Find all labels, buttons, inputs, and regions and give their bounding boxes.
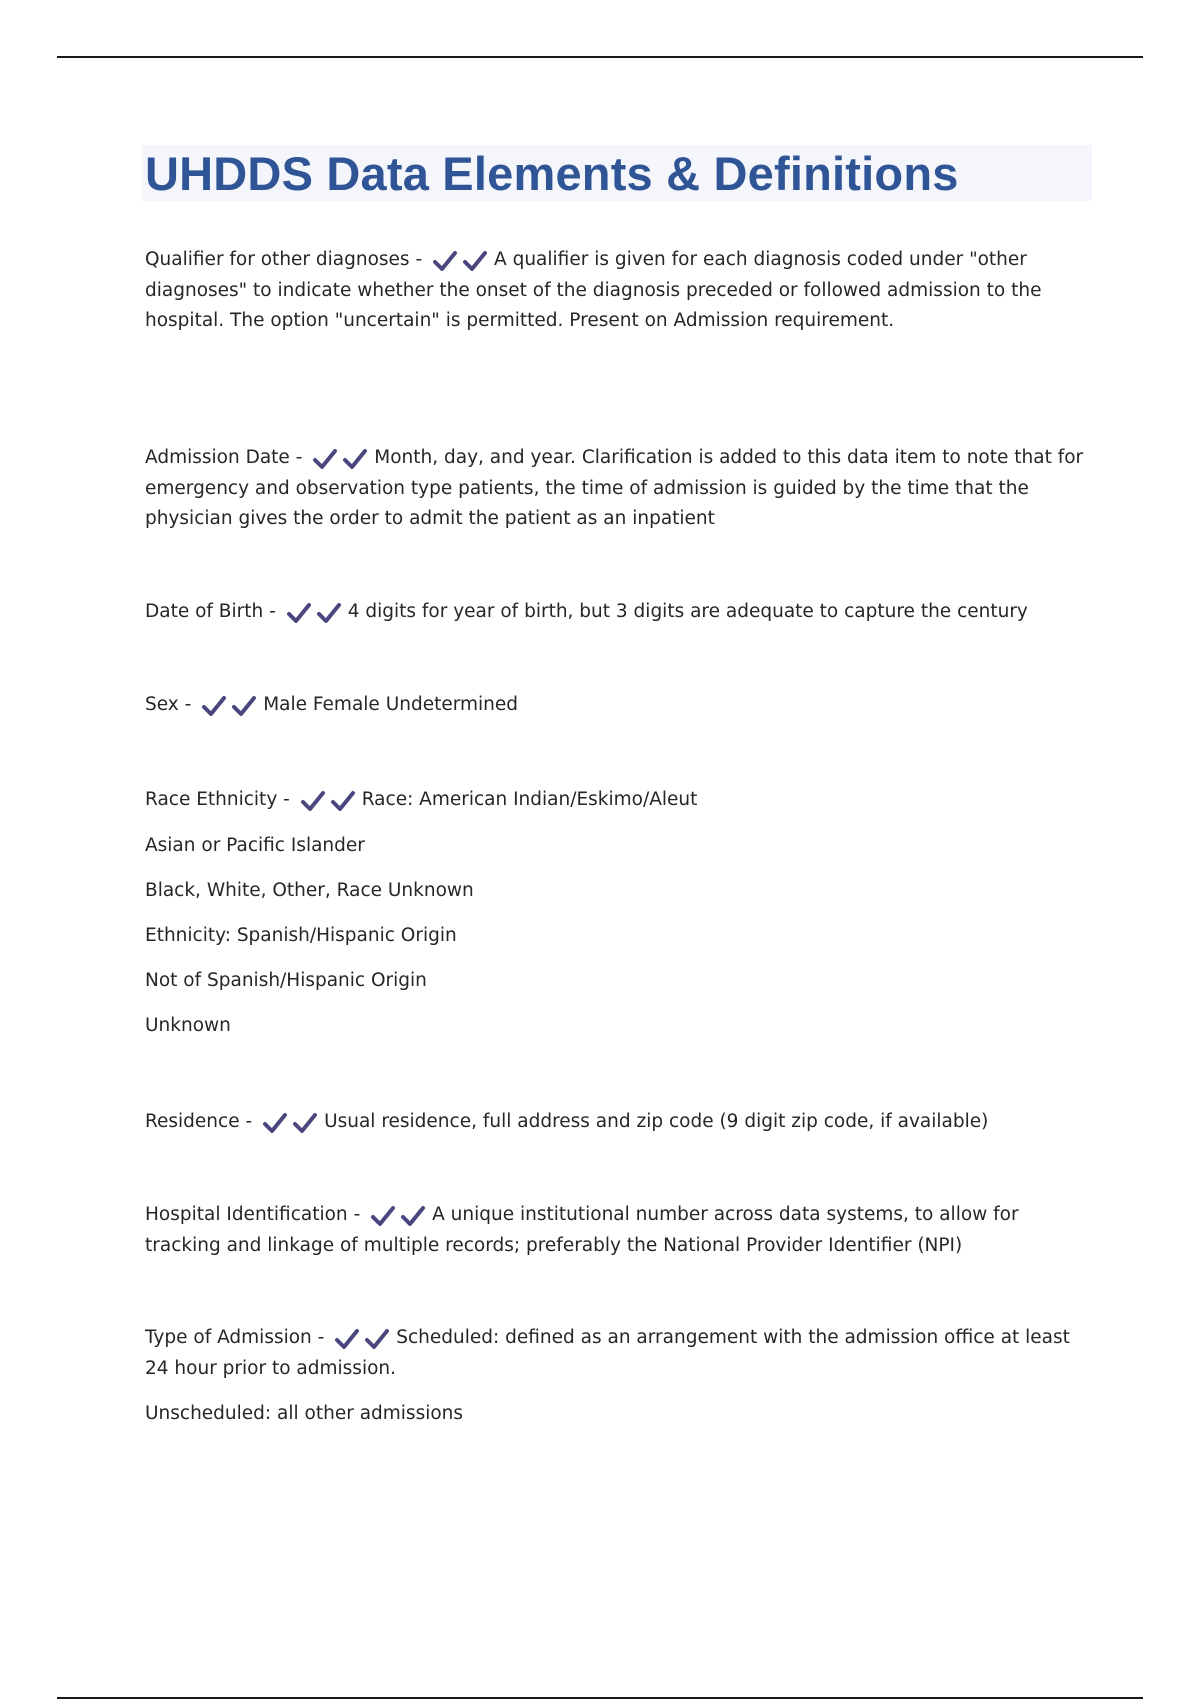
entry-term: Qualifier for other diagnoses (145, 249, 410, 270)
entry-term: Hospital Identification (145, 1204, 348, 1225)
entry-line (145, 245, 1095, 336)
entry-separator: - (269, 601, 276, 622)
entry-definition: A unique institutional number across data systems, to allow for tracking and linkage of multiple records; preferably the National Provider Identifier (NPI) (145, 1204, 1019, 1256)
entry-term: Sex (145, 694, 179, 715)
entry-continuation: Asian or Pacific Islander (145, 835, 365, 856)
entry-separator: - (415, 249, 423, 270)
entry-type-of-admission (145, 1323, 1095, 1429)
entry-definition: Race: American Indian/Eskimo/Aleut (361, 789, 698, 810)
entry-term: Residence (145, 1111, 240, 1132)
footer-rule (57, 1697, 1143, 1699)
entry-separator: - (317, 1327, 325, 1348)
double-check-icon (312, 444, 372, 474)
entry-line (145, 785, 1095, 816)
entry-hospital-identification (145, 1200, 1095, 1261)
entry-separator: - (184, 694, 192, 715)
entry-term: Admission Date (145, 447, 290, 468)
double-check-icon (201, 691, 261, 721)
entry-line (145, 690, 1095, 721)
entry-separator: - (245, 1111, 253, 1132)
entry-term: Date of Birth (145, 601, 264, 622)
entry-line (145, 1200, 1095, 1261)
entry-race-ethnicity (145, 785, 1095, 1041)
double-check-icon (432, 246, 492, 276)
entry-continuation: Not of Spanish/Hispanic Origin (145, 970, 427, 991)
entry-separator: - (353, 1204, 361, 1225)
double-check-icon (334, 1324, 394, 1354)
entry-definition: Scheduled: defined as an arrangement with the admission office at least 24 hour prior to admission. (145, 1327, 1070, 1379)
double-check-icon (262, 1108, 322, 1138)
entry-definition: Month, day, and year. Clarification is added to this data item to note that for emergency and observation type patients, the time of admission is guided by the time that the physician gives the order to admit the patient as an inpatient (145, 447, 1084, 529)
double-check-icon (370, 1201, 430, 1231)
entry-residence (145, 1107, 1095, 1138)
entry-term: Race Ethnicity (145, 789, 278, 810)
entry-date-of-birth (145, 597, 1095, 628)
entry-definition: Usual residence, full address and zip code (9 digit zip code, if available) (324, 1111, 989, 1132)
page-title: UHDDS Data Elements & Definitions (145, 147, 959, 200)
entry-qualifier-other-diagnoses (145, 245, 1095, 336)
entry-line (145, 1107, 1095, 1138)
entry-continuation: Ethnicity: Spanish/Hispanic Origin (145, 925, 457, 946)
entry-line (145, 1323, 1095, 1384)
entry-sex (145, 690, 1095, 721)
entry-continuation: Unscheduled: all other admissions (145, 1403, 464, 1424)
entry-definition: A qualifier is given for each diagnosis coded under "other diagnoses" to indicate whether the onset of the diagnosis preceded or followed admission to the hospital. The option "uncertain" is permitted. Present on Admission requirement. (145, 249, 1042, 331)
header-rule (57, 56, 1143, 58)
entry-definition: Male Female Undetermined (263, 694, 519, 715)
entry-separator: - (295, 447, 303, 468)
double-check-icon (300, 786, 360, 816)
entry-separator: - (283, 789, 290, 810)
entry-continuation: Unknown (145, 1015, 231, 1036)
double-check-icon (286, 598, 346, 628)
entry-admission-date (145, 443, 1095, 534)
entry-line (145, 443, 1095, 534)
entry-continuation: Black, White, Other, Race Unknown (145, 880, 474, 901)
entry-line (145, 597, 1095, 628)
entry-definition: 4 digits for year of birth, but 3 digits are adequate to capture the century (347, 601, 1028, 622)
entry-term: Type of Admission (145, 1327, 312, 1348)
